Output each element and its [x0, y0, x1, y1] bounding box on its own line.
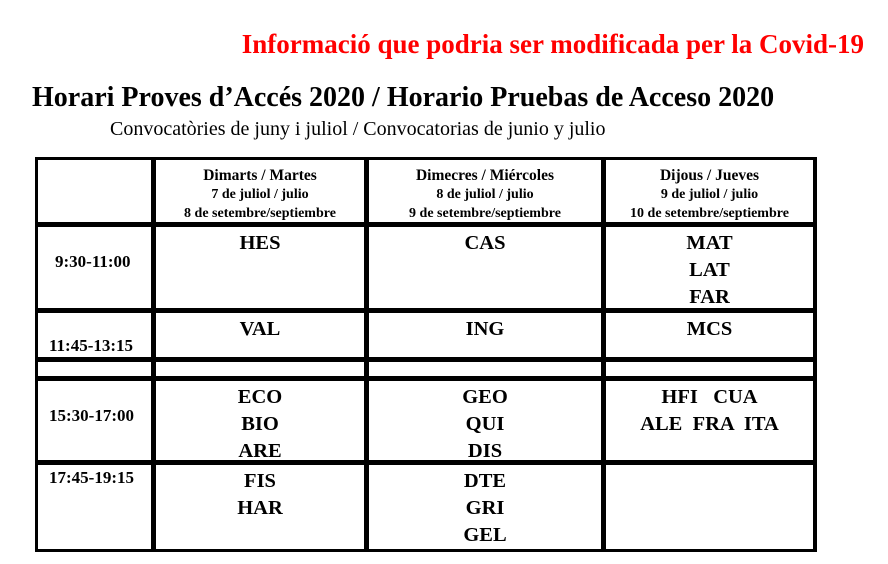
slot-4-thursday	[606, 465, 813, 549]
schedule-table	[35, 157, 817, 552]
header-date: 10 de setembre/septiembre	[630, 206, 789, 221]
time-slot-2	[38, 313, 151, 357]
time-label: 15:30-17:00	[49, 406, 134, 425]
header-wednesday	[369, 160, 601, 222]
subject-code: DTE	[463, 470, 507, 492]
header-date: 8 de juliol / julio	[436, 187, 534, 202]
corner-cell	[38, 160, 151, 222]
subject-code: ARE	[238, 440, 282, 460]
header-day: Dijous / Jueves	[659, 167, 760, 184]
subject-code: ING	[465, 318, 505, 340]
time-label: 11:45-13:15	[49, 336, 134, 355]
subject-code: GEO	[462, 386, 508, 408]
subject-code: HFI CUA	[661, 386, 758, 408]
page-title: Horari Proves d’Accés 2020 / Horario Pruebas de Acceso 2020	[32, 82, 775, 113]
break-row-cell	[38, 362, 151, 376]
subject-code: MAT	[686, 232, 733, 254]
subject-code: GEL	[463, 524, 507, 546]
header-date: 9 de setembre/septiembre	[409, 206, 561, 221]
subject-code: CAS	[464, 232, 506, 254]
slot-3-tuesday	[156, 381, 364, 460]
break-row-cell	[606, 362, 813, 376]
subject-code: VAL	[239, 318, 281, 340]
slot-4-wednesday	[369, 465, 601, 549]
page-subtitle: Convocatòries de juny i juliol / Convocatorias de junio y julio	[110, 118, 606, 140]
subject-code: HAR	[237, 497, 283, 519]
covid-notice: Informació que podria ser modificada per la Covid-19	[241, 29, 864, 59]
slot-4-tuesday	[156, 465, 364, 549]
subject-code: ECO	[237, 386, 283, 408]
time-slot-1	[38, 227, 151, 308]
break-row-cell	[369, 362, 601, 376]
slot-1-wednesday	[369, 227, 601, 308]
subject-code: FAR	[689, 286, 730, 308]
header-thursday	[606, 160, 813, 222]
header-date: 7 de juliol / julio	[211, 187, 309, 202]
subject-code: BIO	[241, 413, 279, 435]
subject-code: QUI	[465, 413, 505, 435]
subject-code: GRI	[465, 497, 505, 519]
header-day: Dimecres / Miércoles	[415, 167, 554, 184]
slot-2-thursday	[606, 313, 813, 357]
subject-code: DIS	[467, 440, 503, 460]
subject-code: FIS	[244, 470, 276, 492]
time-label: 17:45-19:15	[49, 468, 134, 487]
slot-2-wednesday	[369, 313, 601, 357]
subject-code: LAT	[689, 259, 730, 281]
slot-2-tuesday	[156, 313, 364, 357]
time-slot-4	[38, 465, 151, 549]
header-date: 8 de setembre/septiembre	[184, 206, 336, 221]
subject-code: MCS	[686, 318, 733, 340]
slot-1-tuesday	[156, 227, 364, 308]
slot-3-thursday	[606, 381, 813, 460]
slot-1-thursday	[606, 227, 813, 308]
slot-3-wednesday	[369, 381, 601, 460]
time-slot-3	[38, 381, 151, 460]
header-date: 9 de juliol / julio	[660, 187, 759, 202]
header-day: Dimarts / Martes	[203, 167, 317, 184]
break-row-cell	[156, 362, 364, 376]
header-tuesday	[156, 160, 364, 222]
subject-code: HES	[239, 232, 281, 254]
subject-code: ALE FRA ITA	[640, 413, 779, 435]
time-label: 9:30-11:00	[55, 252, 131, 271]
